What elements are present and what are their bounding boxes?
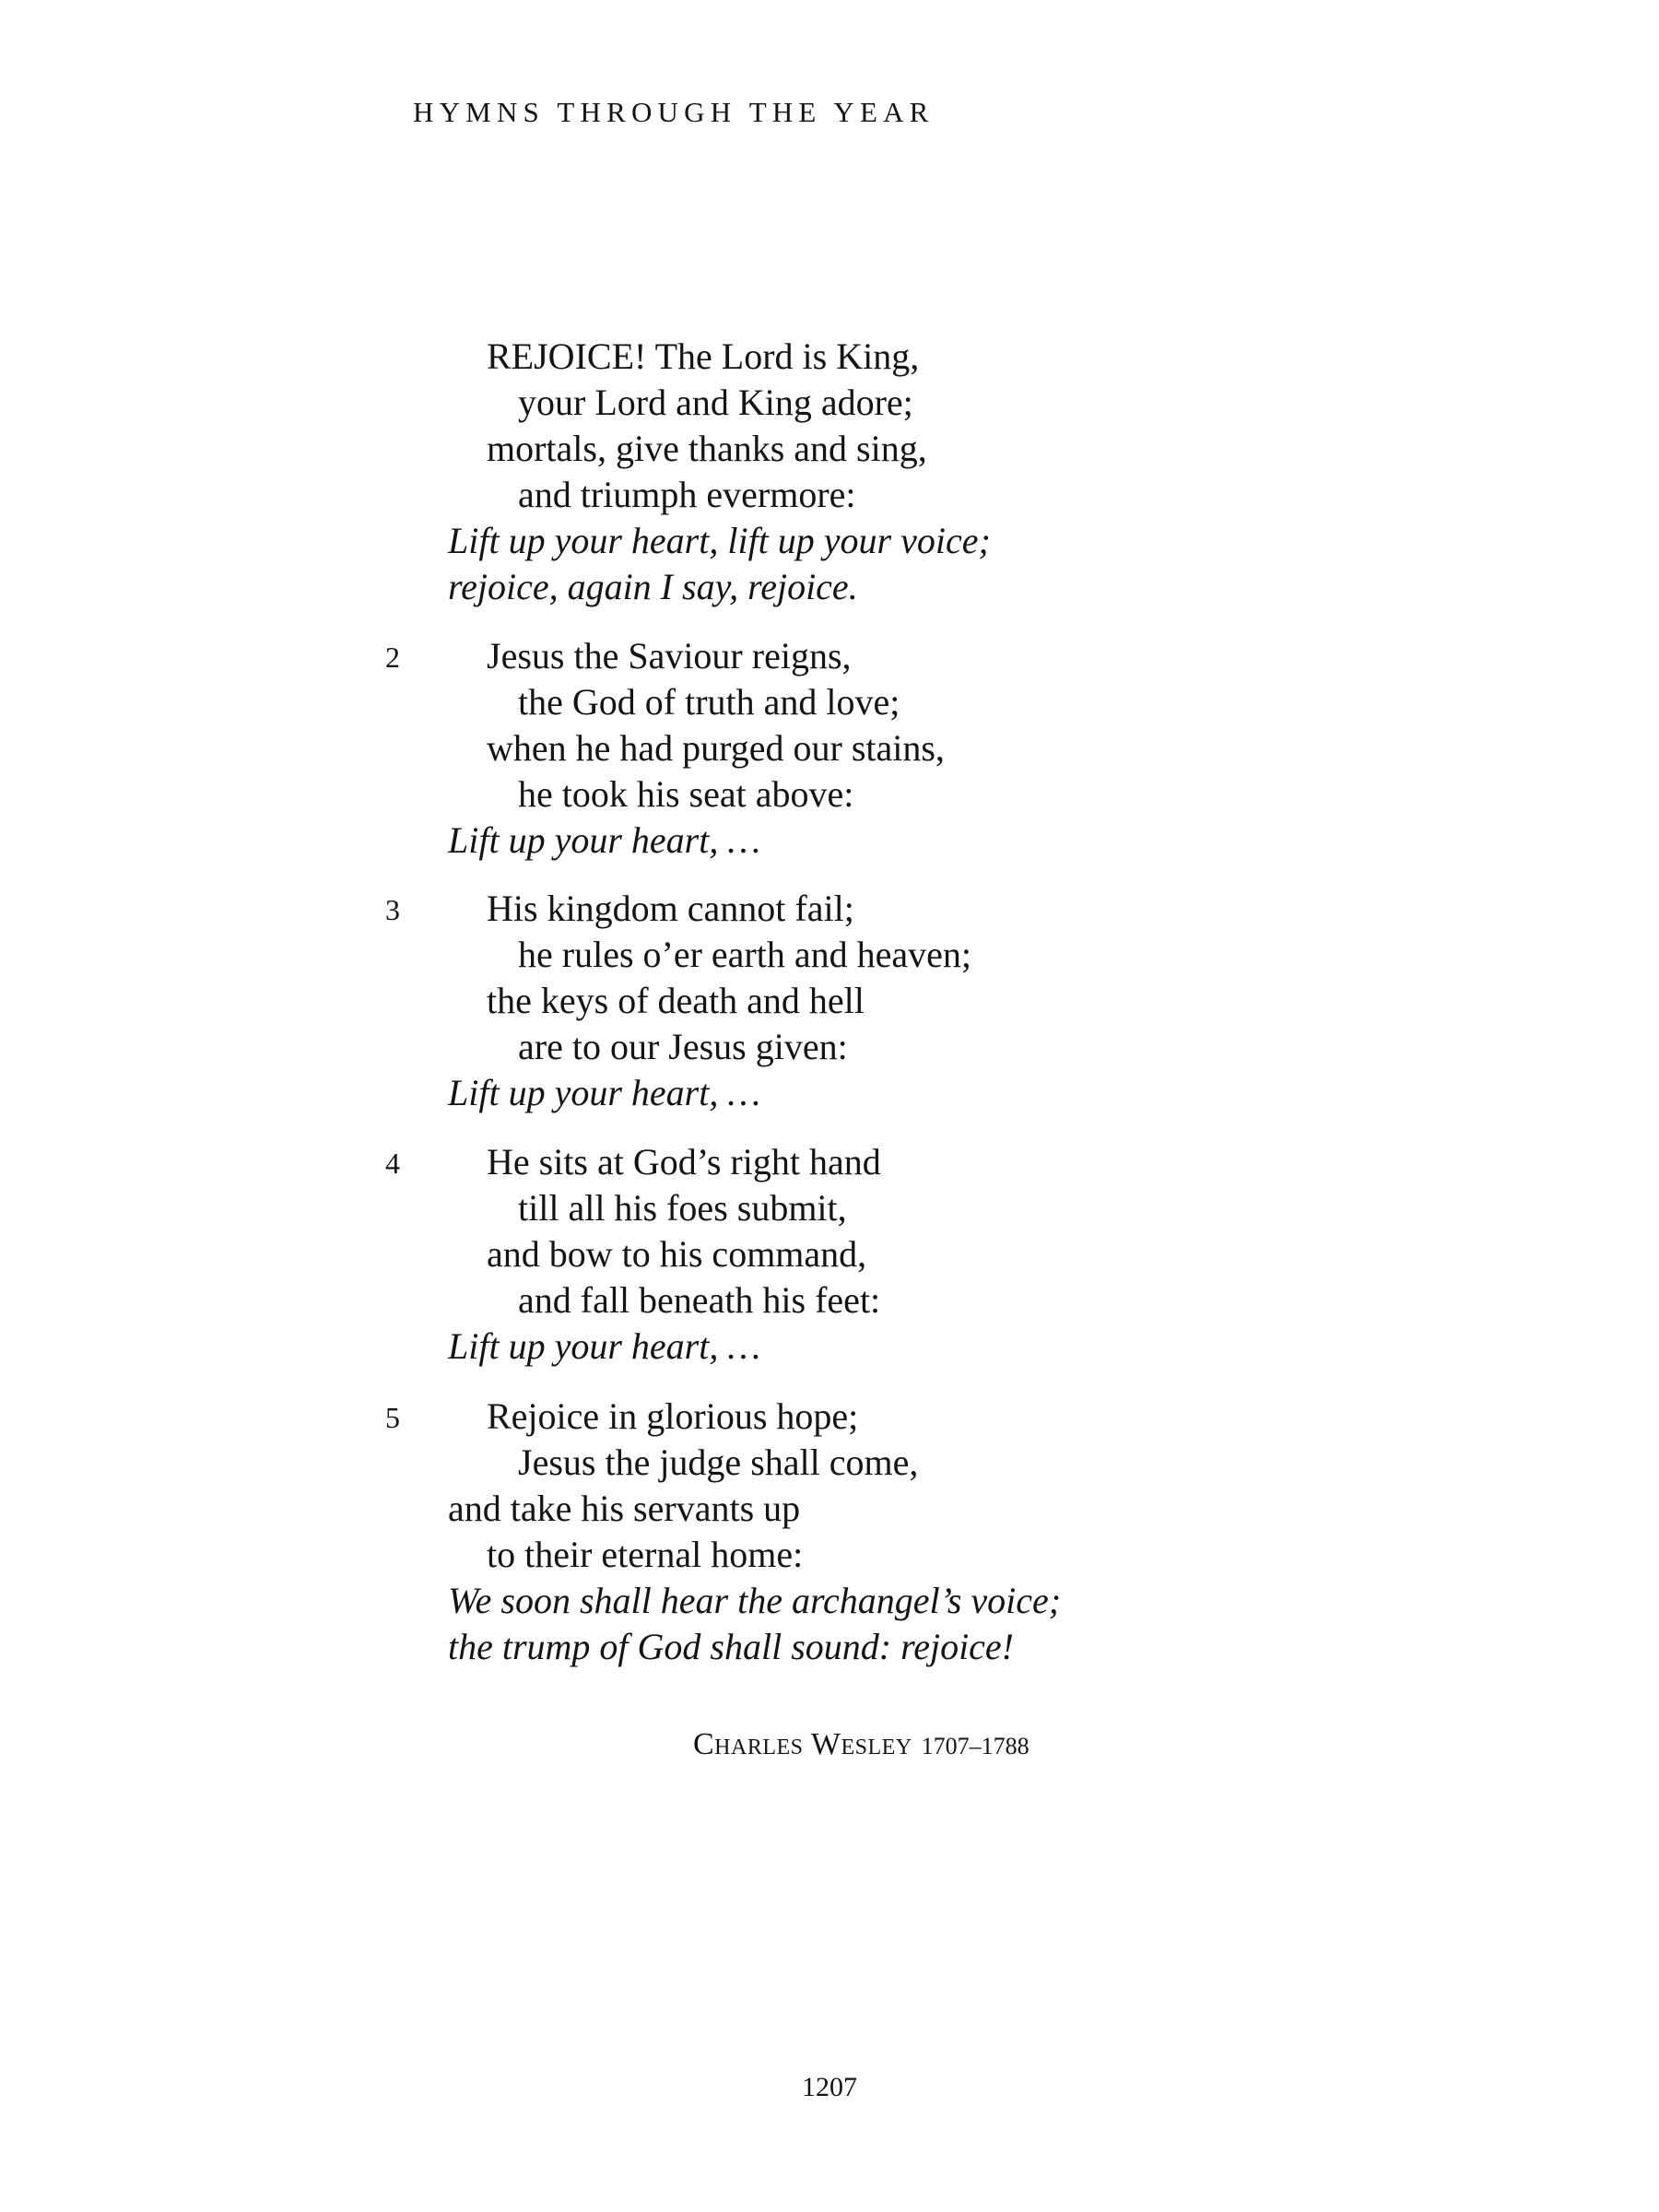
refrain-line: Lift up your heart, … bbox=[448, 1325, 760, 1367]
verse-line: REJOICE! The Lord is King, bbox=[487, 335, 920, 377]
verse-line: Jesus the Saviour reigns, bbox=[487, 635, 852, 677]
stanza-number: 5 bbox=[385, 1401, 400, 1434]
refrain-line: Lift up your heart, … bbox=[448, 819, 760, 861]
stanza-number: 4 bbox=[385, 1147, 400, 1180]
verse-line: His kingdom cannot fail; bbox=[487, 888, 854, 929]
page-number: 1207 bbox=[802, 2072, 857, 2102]
verse-line: the keys of death and hell bbox=[487, 980, 865, 1021]
stanza-number: 2 bbox=[385, 641, 400, 674]
verse-line: Jesus the judge shall come, bbox=[518, 1441, 919, 1483]
refrain-line: the trump of God shall sound: rejoice! bbox=[448, 1626, 1015, 1667]
stanza-number: 3 bbox=[385, 893, 400, 926]
verse-line: Rejoice in glorious hope; bbox=[487, 1395, 859, 1437]
verse-line: he took his seat above: bbox=[518, 773, 854, 815]
refrain-line: We soon shall hear the archangel’s voice; bbox=[448, 1580, 1062, 1621]
verse-line: and take his servants up bbox=[448, 1488, 801, 1529]
verse-line: your Lord and King adore; bbox=[518, 382, 913, 423]
verse-line: are to our Jesus given: bbox=[518, 1026, 848, 1067]
verse-line: and fall beneath his feet: bbox=[518, 1279, 881, 1321]
running-head: HYMNS THROUGH THE YEAR bbox=[413, 96, 935, 128]
verse-line: when he had purged our stains, bbox=[487, 727, 945, 769]
refrain-line: Lift up your heart, … bbox=[448, 1072, 760, 1113]
verse-line: the God of truth and love; bbox=[518, 681, 900, 723]
refrain-line: rejoice, again I say, rejoice. bbox=[448, 566, 858, 607]
verse-line: he rules o’er earth and heaven; bbox=[518, 934, 971, 975]
verse-line: to their eternal home: bbox=[487, 1534, 804, 1575]
author-dates: 1707–1788 bbox=[921, 1733, 1030, 1759]
author-name: Charles Wesley bbox=[693, 1727, 912, 1761]
verse-line: He sits at God’s right hand bbox=[487, 1141, 881, 1182]
verse-line: and bow to his command, bbox=[487, 1233, 867, 1275]
verse-line: and triumph evermore: bbox=[518, 474, 856, 515]
verse-line: mortals, give thanks and sing, bbox=[487, 428, 927, 469]
attribution bbox=[693, 1727, 1030, 1762]
verse-line: till all his foes submit, bbox=[518, 1187, 847, 1229]
refrain-line: Lift up your heart, lift up your voice; bbox=[448, 520, 991, 561]
